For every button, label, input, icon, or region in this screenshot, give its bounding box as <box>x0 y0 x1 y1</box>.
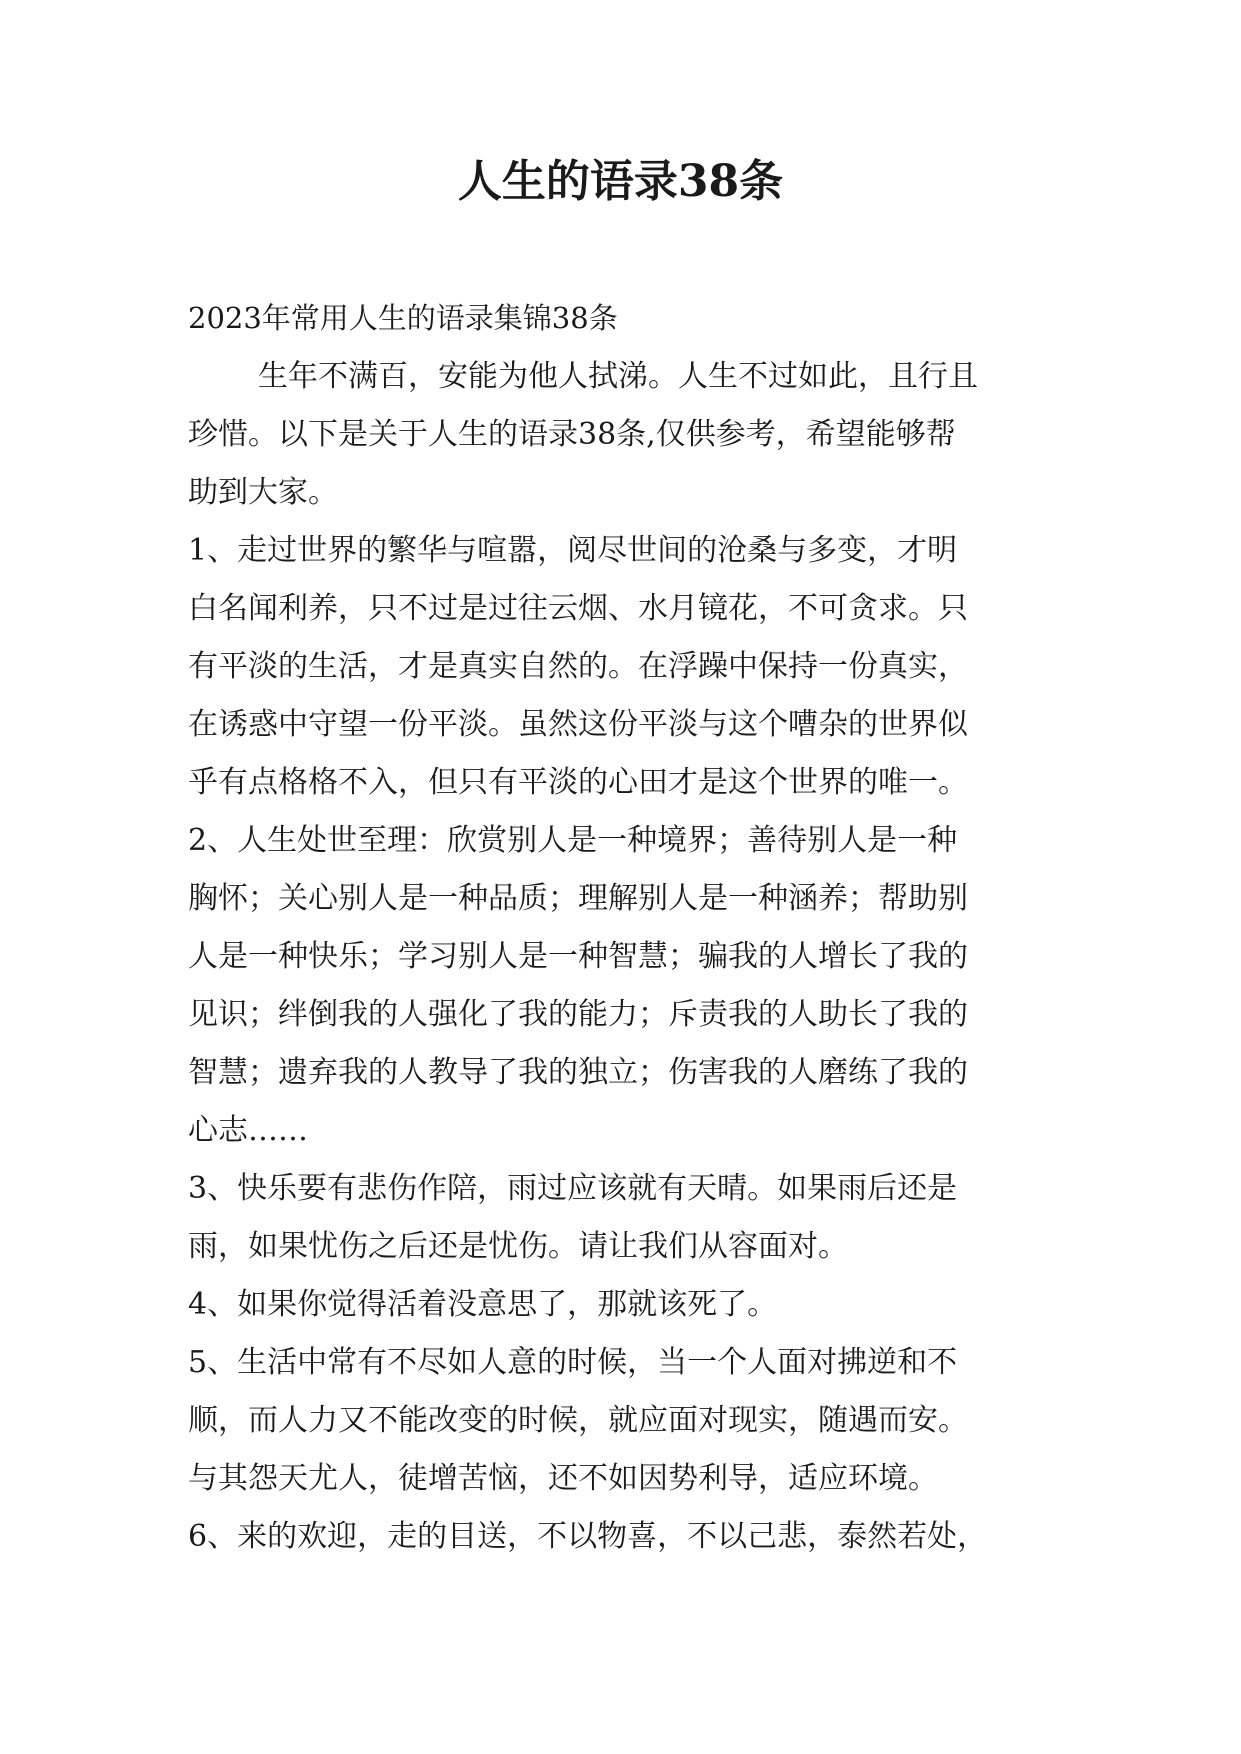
text-line: 见识；绊倒我的人强化了我的能力；斥责我的人助长了我的 <box>188 997 968 1032</box>
text-line: 人是一种快乐；学习别人是一种智慧；骗我的人增长了我的 <box>188 939 968 974</box>
text-line: 有平淡的生活，才是真实自然的。在浮躁中保持一份真实， <box>188 649 968 684</box>
text-line: 心志…… <box>188 1113 308 1148</box>
text-line: 白名闻利养，只不过是过往云烟、水月镜花，不可贪求。只 <box>188 591 968 626</box>
text-line: 6、来的欢迎，走的目送，不以物喜，不以己悲，泰然若处， <box>188 1519 988 1554</box>
text-line: 在诱惑中守望一份平淡。虽然这份平淡与这个嘈杂的世界似 <box>188 707 968 742</box>
quote-entry-3 <box>188 1160 1068 1276</box>
text-line: 与其怨天尤人，徒增苦恼，还不如因势利导，适应环境。 <box>188 1461 938 1496</box>
quote-entry-2 <box>188 812 1068 1160</box>
quote-entry-4 <box>188 1276 1068 1334</box>
text-line: 珍惜。以下是关于人生的语录38条,仅供参考，希望能够帮 <box>188 417 956 452</box>
text-line: 5、生活中常有不尽如人意的时候，当一个人面对拂逆和不 <box>188 1345 958 1380</box>
text-line: 胸怀；关心别人是一种品质；理解别人是一种涵养；帮助别 <box>188 881 968 916</box>
quote-entry-1 <box>188 522 1068 812</box>
quote-entry-6 <box>188 1508 1068 1566</box>
text-line: 助到大家。 <box>188 475 338 510</box>
text-line: 4、如果你觉得活着没意思了，那就该死了。 <box>188 1287 778 1322</box>
document-title: 人生的语录38条 <box>457 156 784 207</box>
text-line: 1、走过世界的繁华与喧嚣，阅尽世间的沧桑与多变，才明 <box>188 533 958 568</box>
text-line: 顺，而人力又不能改变的时候，就应面对现实，随遇而安。 <box>188 1403 968 1438</box>
text-line: 智慧；遗弃我的人教导了我的独立；伤害我的人磨练了我的 <box>188 1055 968 1090</box>
document-subtitle: 2023年常用人生的语录集锦38条 <box>188 301 618 335</box>
text-line: 乎有点格格不入，但只有平淡的心田才是这个世界的唯一。 <box>188 765 968 800</box>
text-line: 2、人生处世至理：欣赏别人是一种境界；善待别人是一种 <box>188 823 958 858</box>
quote-entry-5 <box>188 1334 1068 1508</box>
document-body <box>188 288 1068 1566</box>
intro-paragraph <box>188 348 1068 522</box>
text-line: 生年不满百，安能为他人拭涕。人生不过如此，且行且 <box>258 359 978 394</box>
text-line: 雨，如果忧伤之后还是忧伤。请让我们从容面对。 <box>188 1229 848 1264</box>
text-line: 3、快乐要有悲伤作陪，雨过应该就有天晴。如果雨后还是 <box>188 1171 958 1206</box>
